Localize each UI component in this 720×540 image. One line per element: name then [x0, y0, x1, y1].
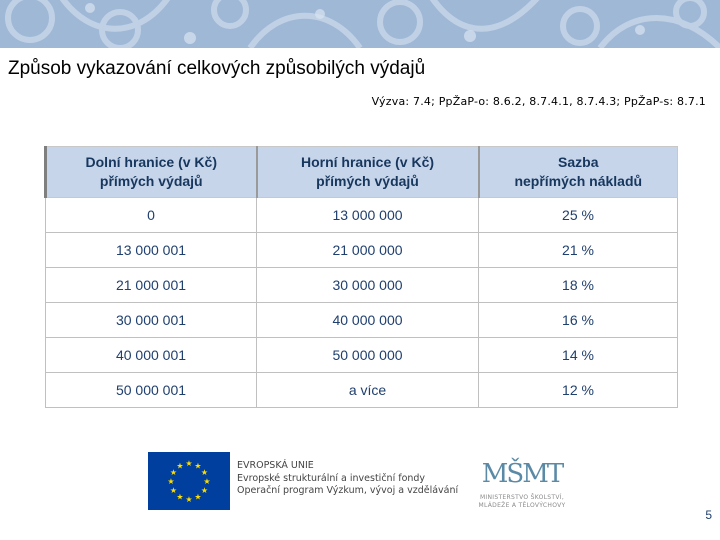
- header-upper-limit: Horní hranice (v Kč) přímých výdajů: [257, 147, 479, 198]
- eu-stars: [148, 452, 230, 510]
- cell-lower: 0: [46, 198, 257, 233]
- svg-text:★: ★: [169, 468, 178, 477]
- eu-line: Evropské strukturální a investiční fondy: [237, 472, 426, 484]
- cell-upper: 13 000 000: [257, 198, 479, 233]
- header-lower-limit: Dolní hranice (v Kč) přímých výdajů: [46, 147, 257, 198]
- table-header-row: [46, 147, 678, 198]
- svg-text:★: ★: [194, 461, 202, 471]
- svg-text:★: ★: [185, 459, 193, 468]
- cell-rate: 21 %: [479, 233, 678, 268]
- cell-rate: 18 %: [479, 268, 678, 303]
- eu-logo-block: [148, 452, 459, 510]
- table-row: [46, 268, 678, 303]
- banner-pattern: [0, 0, 720, 48]
- svg-text:MŠMT: MŠMT: [481, 459, 563, 489]
- msmt-logo-icon: [472, 452, 572, 512]
- svg-text:★: ★: [200, 486, 209, 495]
- cell-rate: 14 %: [479, 338, 678, 373]
- svg-text:★: ★: [200, 468, 209, 477]
- cell-upper: 50 000 000: [257, 338, 479, 373]
- cell-lower: 13 000 001: [46, 233, 257, 268]
- table-row: [46, 233, 678, 268]
- svg-text:★: ★: [176, 492, 184, 502]
- rates-table: [44, 146, 678, 408]
- svg-text:★: ★: [169, 486, 178, 495]
- table-row: [46, 373, 678, 408]
- cell-upper: 30 000 000: [257, 268, 479, 303]
- cell-lower: 30 000 001: [46, 303, 257, 338]
- slide-title: Způsob vykazování celkových způsobilých výdajů: [8, 58, 426, 79]
- eu-line: EVROPSKÁ UNIE: [237, 460, 314, 471]
- slide-subtitle: Výzva: 7.4; PpŽaP-o: 8.6.2, 8.7.4.1, 8.7.4.3; PpŽaP-s: 8.7.1: [371, 95, 706, 108]
- svg-text:★: ★: [185, 495, 193, 504]
- table-row: [46, 303, 678, 338]
- svg-text:★: ★: [203, 477, 211, 486]
- cell-rate: 25 %: [479, 198, 678, 233]
- svg-text:★: ★: [194, 492, 202, 502]
- cell-lower: 40 000 001: [46, 338, 257, 373]
- decorative-banner: [0, 0, 720, 48]
- cell-upper: 21 000 000: [257, 233, 479, 268]
- msmt-text: MINISTERSTVO ŠKOLSTVÍ, MLÁDEŽE A TĚLOVÝCHOVY: [478, 494, 566, 509]
- svg-text:★: ★: [176, 461, 184, 471]
- table-row: [46, 338, 678, 373]
- cell-upper: a více: [257, 373, 479, 408]
- header-rate: Sazba nepřímých nákladů: [479, 147, 678, 198]
- cell-lower: 21 000 001: [46, 268, 257, 303]
- eu-text-block: [237, 460, 458, 498]
- eu-flag-icon: [148, 452, 230, 510]
- eu-line: Operační program Výzkum, vývoj a vzdělávání: [237, 485, 459, 496]
- cell-upper: 40 000 000: [257, 303, 479, 338]
- svg-text:★: ★: [167, 477, 175, 486]
- msmt-mark: [472, 452, 572, 494]
- cell-rate: 12 %: [479, 373, 678, 408]
- cell-lower: 50 000 001: [46, 373, 257, 408]
- page-number: 5: [705, 508, 712, 522]
- cell-rate: 16 %: [479, 303, 678, 338]
- table-row: [46, 198, 678, 233]
